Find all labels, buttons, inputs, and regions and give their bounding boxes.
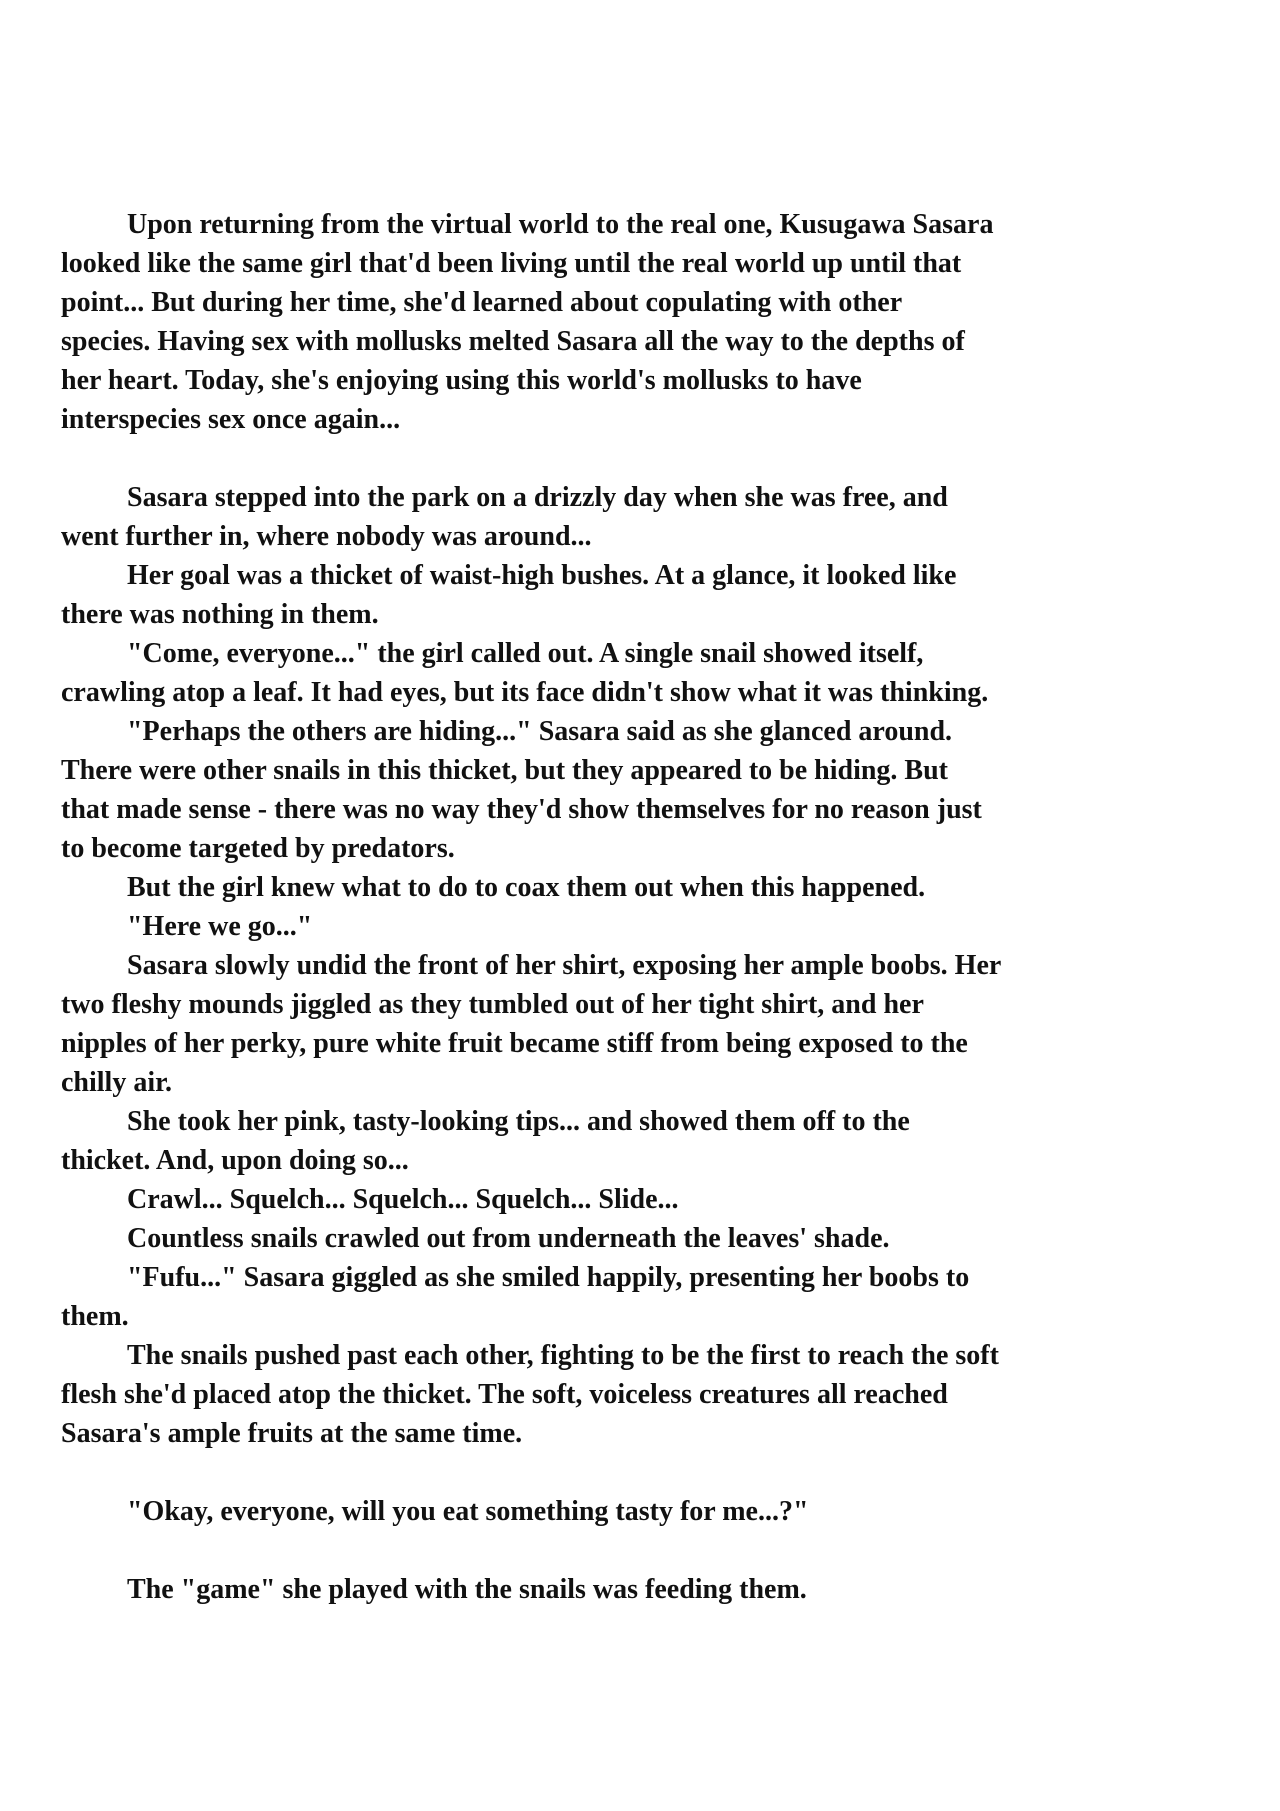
- text-line: that made sense - there was no way they'd show themselves for no reason just: [61, 794, 982, 825]
- blank-line: [61, 439, 1231, 478]
- text-line: "Here we go...": [127, 911, 313, 942]
- text-line: Sasara's ample fruits at the same time.: [61, 1418, 523, 1449]
- blank-line: [61, 1531, 1231, 1570]
- text-line: "Fufu..." Sasara giggled as she smiled happily, presenting her boobs to: [127, 1262, 970, 1293]
- text-line: Her goal was a thicket of waist-high bushes. At a glance, it looked like: [127, 560, 957, 591]
- text-line: point... But during her time, she'd learned about copulating with other: [61, 287, 903, 318]
- text-line: crawling atop a leaf. It had eyes, but its face didn't show what it was thinking.: [61, 677, 989, 708]
- text-line: There were other snails in this thicket, but they appeared to be hiding. But: [61, 755, 949, 786]
- text-line: species. Having sex with mollusks melted Sasara all the way to the depths of: [61, 326, 965, 357]
- text-line: "Perhaps the others are hiding..." Sasara said as she glanced around.: [127, 716, 953, 747]
- text-line: But the girl knew what to do to coax them out when this happened.: [127, 872, 926, 903]
- text-line: two fleshy mounds jiggled as they tumbled out of her tight shirt, and her: [61, 989, 924, 1020]
- document-page: [61, 205, 1231, 1609]
- text-line: Countless snails crawled out from underneath the leaves' shade.: [127, 1223, 890, 1254]
- text-line: thicket. And, upon doing so...: [61, 1145, 409, 1176]
- text-line: them.: [61, 1301, 129, 1332]
- text-line: Crawl... Squelch... Squelch... Squelch... Slide...: [127, 1184, 679, 1215]
- text-line: to become targeted by predators.: [61, 833, 455, 864]
- text-line: She took her pink, tasty-looking tips... and showed them off to the: [127, 1106, 910, 1137]
- blank-line: [61, 1453, 1231, 1492]
- text-line: interspecies sex once again...: [61, 404, 401, 435]
- text-line: Sasara stepped into the park on a drizzly day when she was free, and: [127, 482, 948, 513]
- text-line: looked like the same girl that'd been living until the real world up until that: [61, 248, 962, 279]
- text-line: chilly air.: [61, 1067, 172, 1098]
- text-line: there was nothing in them.: [61, 599, 379, 630]
- text-line: Sasara slowly undid the front of her shirt, exposing her ample boobs. Her: [127, 950, 1002, 981]
- text-line: nipples of her perky, pure white fruit became stiff from being exposed to the: [61, 1028, 968, 1059]
- text-line: The "game" she played with the snails was feeding them.: [127, 1574, 807, 1605]
- text-line: went further in, where nobody was around...: [61, 521, 592, 552]
- text-line: Upon returning from the virtual world to the real one, Kusugawa Sasara: [127, 209, 994, 240]
- text-line: her heart. Today, she's enjoying using this world's mollusks to have: [61, 365, 862, 396]
- text-line: "Come, everyone..." the girl called out. A single snail showed itself,: [127, 638, 924, 669]
- text-line: flesh she'd placed atop the thicket. The soft, voiceless creatures all reached: [61, 1379, 948, 1410]
- text-line: "Okay, everyone, will you eat something tasty for me...?": [127, 1496, 809, 1527]
- text-line: The snails pushed past each other, fighting to be the first to reach the soft: [127, 1340, 999, 1371]
